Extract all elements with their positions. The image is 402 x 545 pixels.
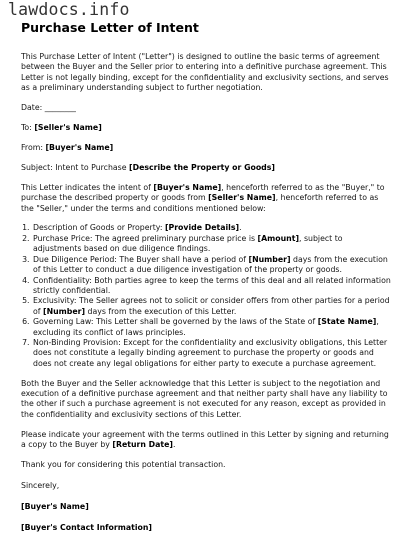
to-label: To:	[21, 123, 32, 133]
to-line	[21, 123, 391, 133]
intent-text-3: , henceforth referred to as the "Seller," under the terms and conditions mentioned below:	[21, 193, 379, 213]
intent-paragraph	[21, 183, 391, 214]
subject-label: Subject: Intent to Purchase	[21, 162, 127, 172]
intent-text-1: This Letter indicates the intent of	[21, 182, 151, 192]
signoff	[21, 460, 391, 534]
letter-body	[21, 52, 391, 545]
thanks-line: Thank you for considering this potential transaction.	[21, 460, 226, 470]
term-item: 3. Due Diligence Period: The Buyer shall have a period of [Number] days from the execution of this Letter to conduct a due diligence investigation of the property or goods.	[32, 255, 391, 276]
terms-list	[21, 223, 391, 369]
from-label: From:	[21, 142, 43, 152]
signature-name: [Buyer's Name]	[21, 501, 89, 511]
signature-contact: [Buyer's Contact Information]	[21, 523, 152, 533]
return-date-field: [Return Date]	[112, 440, 173, 450]
term-item: 5. Exclusivity: The Seller agrees not to solicit or consider offers from other parties for a period of [Number] days from the execution of this Letter.	[32, 296, 391, 317]
term-field: [Number]	[248, 254, 291, 264]
site-logo: lawdocs.info	[8, 0, 130, 19]
acknowledgment-paragraph: Both the Buyer and the Seller acknowledge that this Letter is subject to the negotiation and execution of a definitive purchase agreement and that neither party shall have any liability to the other if such a purchase agreement is not executed for any reason, except as provided in the confidentiality and exclusivity sections of this Letter.	[21, 378, 388, 419]
return-paragraph: Please indicate your agreement with the terms outlined in this Letter by signing and returning a copy to the Buyer by [Return Date].	[21, 429, 389, 450]
return-text: Please indicate your agreement with the terms outlined in this Letter by signing and returning a copy to the Buyer by	[21, 429, 389, 450]
term-item: 1. Description of Goods or Property: [Provide Details].	[32, 223, 391, 233]
term-field: [State Name]	[317, 317, 377, 327]
term-item: 4. Confidentiality: Both parties agree to keep the terms of this deal and all related information strictly confidential.	[32, 276, 391, 297]
intent-seller-field: [Seller's Name]	[208, 193, 276, 203]
buyer-name-field: [Buyer's Name]	[45, 142, 114, 152]
term-field: [Amount]	[257, 233, 300, 243]
term-item: 7. Non-Binding Provision: Except for the confidentiality and exclusivity obligations, this Letter does not constitute a legally binding agreement to purchase the property or goods and does not create any legal obligations for either party to execute a purchase agreement.	[32, 338, 391, 369]
intro-paragraph: This Purchase Letter of Intent ("Letter") is designed to outline the basic terms of agreement between the Buyer and the Seller prior to entering into a definitive purchase agreement. This Letter is not legally binding, except for the confidentiality and exclusivity sections, and serves as a preliminary understanding subject to further negotiation.	[21, 52, 389, 93]
date-label: Date:	[21, 103, 43, 113]
term-field: [Provide Details]	[164, 223, 240, 233]
subject-field: [Describe the Property or Goods]	[129, 162, 275, 172]
date-blank: ________	[44, 103, 76, 113]
date-line	[21, 103, 391, 113]
term-field: [Number]	[43, 306, 86, 316]
document-title: Purchase Letter of Intent	[21, 20, 199, 35]
term-item: 6. Governing Law: This Letter shall be governed by the laws of the State of [State Name], excluding its conflict of laws principles.	[32, 317, 391, 338]
closing-line: Sincerely,	[21, 481, 60, 490]
seller-name-field: [Seller's Name]	[34, 123, 102, 133]
intent-buyer-field: [Buyer's Name]	[153, 182, 222, 192]
from-line	[21, 143, 391, 153]
subject-line	[21, 163, 391, 173]
term-item: 2. Purchase Price: The agreed preliminary purchase price is [Amount], subject to adjustments based on due diligence findings.	[32, 234, 391, 255]
intent-text-2: , henceforth referred to as the "Buyer," to purchase the described property or goods from	[21, 182, 385, 203]
